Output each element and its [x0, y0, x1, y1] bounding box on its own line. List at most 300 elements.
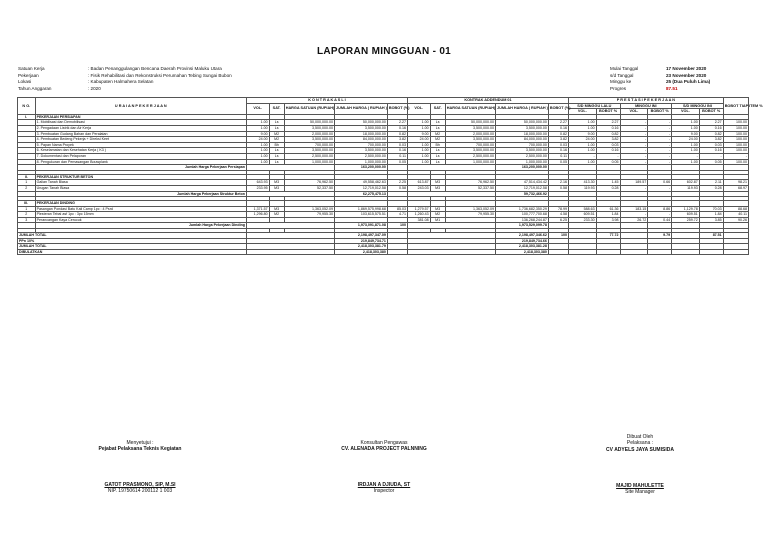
item-j1: 50,000,000.00 — [335, 120, 388, 126]
item-iv: 1.00 — [672, 120, 700, 126]
item-b1: 2.25 — [387, 180, 407, 186]
item-j1: 3,500,000.00 — [335, 148, 388, 154]
item-b1: 0.16 — [387, 148, 407, 154]
item-s1: M3 — [269, 206, 284, 212]
meta-value: : Kabupaten Halmahera Selatan — [88, 79, 154, 85]
subtotal-kontrak-asli: 62,275,475.13 — [335, 191, 388, 197]
item-b2: 0.82 — [548, 131, 568, 137]
item-iv: 1,129.78 — [672, 206, 700, 212]
item-b1: 2.27 — [387, 120, 407, 126]
item-mb: - — [648, 137, 672, 143]
item-t: 90.26 — [723, 217, 748, 223]
total-bobot-ini: 9.79 — [648, 233, 672, 239]
item-j2: 12,719,012.58 — [496, 185, 549, 191]
item-j2: 1,736,682,350.29 — [496, 206, 549, 212]
cell — [672, 249, 700, 255]
item-h2: 2,500,000.00 — [445, 153, 495, 159]
signature-ppk — [40, 440, 240, 495]
item-lv: 24.00 — [569, 137, 597, 143]
item-v1: 1.00 — [246, 148, 269, 154]
progress-table — [17, 97, 763, 255]
item-lb: 0.05 — [596, 159, 620, 165]
total-label: JUMLAH TOTAL — [18, 244, 247, 250]
item-v1: 1.00 — [246, 142, 269, 148]
item-v1: 1.00 — [246, 159, 269, 165]
item-iv: 609.51 — [672, 212, 700, 218]
item-no: 1 — [18, 180, 36, 186]
item-s1: M3 — [269, 180, 284, 186]
item-h2: 50,000,000.00 — [445, 120, 495, 126]
item-s2: M2 — [430, 212, 445, 218]
meta-label: s/d Tanggal — [610, 72, 634, 78]
col-jumlah-2: JUMLAH HARGA ( RUPIAH ) — [496, 103, 549, 114]
item-iv: 1.00 — [672, 148, 700, 154]
item-lv: 1.00 — [569, 159, 597, 165]
item-j2: 700,000.00 — [496, 142, 549, 148]
item-v2: 1.00 — [407, 125, 430, 131]
meta-row — [610, 79, 726, 86]
item-mb: - — [648, 131, 672, 137]
item-b2: 0.11 — [548, 153, 568, 159]
item-h1: 3,500,000.00 — [284, 148, 334, 154]
item-j1: 700,000.00 — [335, 142, 388, 148]
meta-label: Lokasi — [18, 79, 32, 85]
col-sat-2: SAT. — [430, 103, 445, 114]
item-b2: 0.58 — [548, 185, 568, 191]
item-t: 100.00 — [723, 125, 748, 131]
item-v2: 1,279.57 — [407, 206, 430, 212]
signature-pelaksana — [540, 434, 740, 495]
item-h1: 52,337.50 — [284, 185, 334, 191]
section-name: PEKERJAAN DINDING — [35, 201, 246, 207]
item-mb: - — [648, 185, 672, 191]
item-iv: 1.00 — [672, 125, 700, 131]
item-v1: 233.95 — [246, 185, 269, 191]
item-j2: 3,500,000.00 — [496, 125, 549, 131]
item-h2: 52,337.50 — [445, 185, 495, 191]
item-ib: 70.03 — [699, 206, 723, 212]
item-iv: - — [672, 153, 700, 159]
total-bobot-sd-ini: 87.51 — [699, 233, 723, 239]
meta-value: 87.51 — [666, 85, 678, 91]
meta-row — [610, 66, 726, 73]
item-v2: 24.00 — [407, 137, 430, 143]
item-mb: - — [648, 125, 672, 131]
item-t: 100.00 — [723, 131, 748, 137]
item-h2: 76,962.50 — [445, 180, 495, 186]
meta-value: 25 (Dua Puluh Lima) — [666, 79, 711, 85]
meta-row — [18, 79, 232, 86]
item-mv: - — [620, 131, 648, 137]
item-mv: 183.15 — [620, 206, 648, 212]
item-iv: 9.00 — [672, 131, 700, 137]
meta-row — [18, 66, 232, 73]
item-lv: 1.00 — [569, 142, 597, 148]
total-label: DIBULATKAN — [18, 249, 247, 255]
item-j1: 84,000,000.00 — [335, 137, 388, 143]
subtotal-bobot-asli: 100 — [387, 223, 407, 229]
item-mb: - — [648, 159, 672, 165]
meta-row — [610, 73, 726, 80]
item-b2: 2.27 — [548, 120, 568, 126]
item-b2: 78.99 — [548, 206, 568, 212]
item-ib: 1.84 — [699, 212, 723, 218]
item-mb: - — [648, 142, 672, 148]
col-jumlah-1: JUMLAH HARGA ( RUPIAH ) — [335, 103, 388, 114]
col-no: N O. — [18, 98, 36, 115]
item-iv: 1.00 — [672, 159, 700, 165]
col-minggu-ini: MINGGU INI — [620, 103, 672, 109]
project-info — [18, 66, 232, 92]
meta-row — [610, 86, 726, 93]
meta-label: Satuan Kerja — [18, 66, 45, 71]
item-t: 68.97 — [723, 185, 748, 191]
item-h1: 3,500,000.00 — [284, 137, 334, 143]
meta-value: : 2020 — [88, 85, 101, 91]
item-description: 1. Mobilisasi dan Demobilisasi — [35, 120, 246, 126]
meta-label: Mulai Tanggal — [610, 66, 639, 71]
item-mb: 8.86 — [648, 206, 672, 212]
col-sd-ini: S/D MINGGU INI — [672, 103, 724, 109]
item-v1: 9.00 — [246, 131, 269, 137]
item-lv: 9.00 — [569, 131, 597, 137]
item-s2: Ls — [430, 159, 445, 165]
item-v2: 1,260.43 — [407, 212, 430, 218]
item-no: 3 — [18, 217, 36, 223]
item-s1: Ls — [269, 148, 284, 154]
item-lv: 1.00 — [569, 120, 597, 126]
item-v1: 1,371.57 — [246, 206, 269, 212]
item-ib: 0.28 — [699, 185, 723, 191]
item-lv: 1.00 — [569, 125, 597, 131]
total-kontrak-asli: 2,198,497,347.09 — [335, 233, 388, 239]
item-lb: 0.03 — [596, 142, 620, 148]
total-bobot-ini — [648, 249, 672, 255]
section-no: I. — [18, 114, 36, 120]
item-j1: 18,000,000.00 — [335, 131, 388, 137]
item-h2: 2,000,000.00 — [445, 131, 495, 137]
col-bobot-tiap: BOBOT TIAP ITEM % — [723, 98, 748, 115]
item-j2: 2,500,000.00 — [496, 153, 549, 159]
item-j1: 103,615,575.51 — [335, 212, 388, 218]
item-j2: 50,000,000.00 — [496, 120, 549, 126]
subtotal-kontrak-asli: 163,200,000.00 — [335, 165, 388, 171]
item-mb: - — [648, 212, 672, 218]
item-b2: 4.58 — [548, 212, 568, 218]
item-v1: 24.00 — [246, 137, 269, 143]
item-ib: 0.03 — [699, 142, 723, 148]
item-s2: M3 — [430, 206, 445, 212]
item-b1: 0.03 — [387, 142, 407, 148]
subtotal-kontrak-asli: 1,973,091,871.08 — [335, 223, 388, 229]
report-title: LAPORAN MINGGUAN - 01 — [316, 46, 452, 57]
subtotal-addendum: 163,200,000.00 — [496, 165, 549, 171]
sig-role: Konsultan Pengawas — [360, 440, 408, 446]
item-v2: 381.08 — [407, 217, 430, 223]
sig-company: CV. ALENADA PROJECT PALNNING — [341, 446, 427, 453]
item-s2: Ls — [430, 125, 445, 131]
cell — [407, 249, 495, 255]
item-t: 100.00 — [723, 148, 748, 154]
item-mb: - — [648, 148, 672, 154]
cell — [569, 249, 597, 255]
item-s1: M2 — [269, 212, 284, 218]
item-v2: 1.00 — [407, 159, 430, 165]
item-ib: 0.05 — [699, 159, 723, 165]
item-s2: M3 — [430, 185, 445, 191]
item-b1: 0.05 — [387, 159, 407, 165]
col-lalu-vol: VOL. — [569, 109, 597, 115]
item-ib: - — [699, 153, 723, 159]
meta-value: 23 November 2020 — [666, 72, 707, 78]
item-description: 8. Pengukuran dan Pemasangan Bouwplank — [35, 159, 246, 165]
total-row — [18, 249, 749, 255]
col-vol-2: VOL. — [407, 103, 430, 114]
item-ib: 2.11 — [699, 180, 723, 186]
signature-konsultan — [284, 440, 484, 495]
item-ib: 2.27 — [699, 120, 723, 126]
col-sdini-vol: VOL. — [672, 109, 700, 115]
item-lb: 1.84 — [596, 212, 620, 218]
item-h2: 3,500,000.00 — [445, 125, 495, 131]
total-label: PPn 10% — [18, 238, 247, 244]
sig-company: Pejabat Pelaksana Teknis Kegiatan — [98, 446, 182, 453]
total-bobot: 100 — [548, 233, 568, 239]
item-ib: 0.82 — [699, 131, 723, 137]
item-lv: 609.51 — [569, 212, 597, 218]
item-mv: - — [620, 120, 648, 126]
item-lb: 3.82 — [596, 137, 620, 143]
cell — [620, 249, 648, 255]
item-description: 5. Papan Nama Proyek — [35, 142, 246, 148]
item-j2: 84,000,000.00 — [496, 137, 549, 143]
col-bobot-1: BOBOT (%) — [387, 103, 407, 114]
sig-role: Menyetujui : — [126, 440, 154, 446]
col-harga-2: HARGA SATUAN (RUPIAH) — [445, 103, 495, 114]
sig-name: MAJID MAHULETTE — [616, 482, 664, 489]
item-lb: 0.82 — [596, 131, 620, 137]
sig-sub: NIP. 19750614 200112 1 003 — [107, 488, 173, 495]
item-v2: 1.00 — [407, 142, 430, 148]
item-v2: 1.00 — [407, 153, 430, 159]
subtotal-label: Jumlah Harga Pekerjaan Persiapan — [35, 165, 246, 171]
item-lv: 588.63 — [569, 206, 597, 212]
item-lb: - — [596, 153, 620, 159]
sig-sub: Site Manager — [625, 488, 655, 495]
item-v1: 1.00 — [246, 153, 269, 159]
item-s2: M3 — [430, 180, 445, 186]
item-s2: Ls — [430, 120, 445, 126]
sig-name: GATOT PRASMONO, SIP, M.SI — [104, 482, 176, 489]
item-v2: 9.00 — [407, 131, 430, 137]
item-lv: 233.30 — [569, 217, 597, 223]
item-h2: 1,000,000.00 — [445, 159, 495, 165]
item-v2: 243.03 — [407, 185, 430, 191]
item-mv: - — [620, 125, 648, 131]
period-info — [610, 66, 726, 92]
item-v2: 1.00 — [407, 148, 430, 154]
item-b2: 0.16 — [548, 125, 568, 131]
sig-role-2: Pelaksana : — [626, 440, 654, 447]
item-lb: 61.36 — [596, 206, 620, 212]
col-prestasi: P R E S T A S I P E K E R J A A N — [569, 98, 724, 104]
item-b1: 85.03 — [387, 206, 407, 212]
item-t: 100.00 — [723, 137, 748, 143]
item-b1: 0.11 — [387, 153, 407, 159]
cell — [387, 249, 407, 255]
item-v2: 613.87 — [407, 180, 430, 186]
item-description: 7. Dokumentasi dan Pelaporan — [35, 153, 246, 159]
cell — [723, 249, 748, 255]
item-v1: 1,296.80 — [246, 212, 269, 218]
item-mb: 0.66 — [648, 180, 672, 186]
meta-label: Progres — [610, 85, 627, 91]
item-mb: - — [648, 120, 672, 126]
total-kontrak-asli: 219,849,734.71 — [335, 238, 388, 244]
item-ib: 0.16 — [699, 148, 723, 154]
subtotal-label: Jumlah Harga Pekerjaan Struktur Beton — [35, 191, 246, 197]
item-h1: 79,955.30 — [284, 212, 334, 218]
item-lv: - — [569, 153, 597, 159]
item-b2: 0.05 — [548, 159, 568, 165]
subtotal-addendum: 1,973,529,099.78 — [496, 223, 549, 229]
item-h2: 79,955.30 — [445, 212, 495, 218]
sig-role-1: Dibuat Oleh — [626, 434, 654, 440]
item-b2: 0.03 — [548, 142, 568, 148]
item-j1: 3,500,000.00 — [335, 125, 388, 131]
item-h1: 2,500,000.00 — [284, 153, 334, 159]
item-lv: 1.00 — [569, 148, 597, 154]
item-s1: Ls — [269, 159, 284, 165]
item-b1: 3.82 — [387, 137, 407, 143]
col-harga-1: HARGA SATUAN (RUPIAH) — [284, 103, 334, 114]
item-j2: 1,000,000.00 — [496, 159, 549, 165]
item-j2: 136,268,244.87 — [496, 217, 549, 223]
total-bobot — [548, 249, 568, 255]
col-ini-vol: VOL. — [620, 109, 648, 115]
item-mv: - — [620, 137, 648, 143]
item-j2: 47,514,434.42 — [496, 180, 549, 186]
item-s2: M1 — [430, 217, 445, 223]
item-s2: M2 — [430, 137, 445, 143]
item-lb: 0.16 — [596, 125, 620, 131]
item-h2: 1,363,052.09 — [445, 206, 495, 212]
total-label: JUMLAH TOTAL — [18, 233, 247, 239]
col-sat-1: SAT. — [269, 103, 284, 114]
item-ib: 3.82 — [699, 137, 723, 143]
col-kontrak-addendum: KONTRAK ADDENDUM 01 — [407, 98, 568, 104]
sig-company: CV ADYELS JAYA SUMISIDA — [606, 446, 674, 453]
item-ib: 0.16 — [699, 125, 723, 131]
item-s1: Ls — [269, 125, 284, 131]
item-t: - — [723, 153, 748, 159]
item-no: 2 — [18, 185, 36, 191]
item-description: Urugan Tanah Biasa — [35, 185, 246, 191]
item-lv: 119.93 — [569, 185, 597, 191]
item-ib: 3.85 — [699, 217, 723, 223]
item-h1: 2,000,000.00 — [284, 131, 334, 137]
subtotal-label: Jumlah Harga Pekerjaan Dinding — [35, 223, 246, 229]
item-mv: - — [620, 148, 648, 154]
item-t: 88.68 — [723, 206, 748, 212]
col-sdini-bobot: BOBOT % — [699, 109, 723, 115]
meta-value: : Fisik Rehabilitasi dan Rekonstruksi Perumahan Tebing Sungai Bubon — [88, 72, 232, 78]
item-h1: 76,962.50 — [284, 180, 334, 186]
item-s1: M3 — [269, 185, 284, 191]
item-h2: 700,000.00 — [445, 142, 495, 148]
meta-label: Pekerjaan — [18, 72, 39, 78]
item-s1: Ls — [269, 120, 284, 126]
item-b2: 0.16 — [548, 148, 568, 154]
total-bobot-sd-ini — [699, 249, 723, 255]
item-j1: 49,558,462.63 — [335, 180, 388, 186]
cell — [246, 249, 334, 255]
item-mv: - — [620, 185, 648, 191]
item-lb: 2.27 — [596, 120, 620, 126]
col-lalu-bobot: BOBOT % — [596, 109, 620, 115]
item-mv: - — [620, 153, 648, 159]
item-no: 1 — [18, 206, 36, 212]
item-v1: 1.00 — [246, 120, 269, 126]
subtotal-addendum: 59,732,466.92 — [496, 191, 549, 197]
item-description: Perancangan Kaya Cerucuk — [35, 217, 246, 223]
item-mv: 189.57 — [620, 180, 648, 186]
item-b2: 3.82 — [548, 137, 568, 143]
item-b2: 6.25 — [548, 217, 568, 223]
item-j1: 1,869,575,998.68 — [335, 206, 388, 212]
item-iv: 1.00 — [672, 142, 700, 148]
item-b1: 0.58 — [387, 185, 407, 191]
item-lb: 0.16 — [596, 148, 620, 154]
item-description: Pasangan Pondasi Batu Kali Camp 1pc : 4 Psrd — [35, 206, 246, 212]
section-name: PEKERJAAN STRUKTUR BETON — [35, 174, 246, 180]
item-t: 100.00 — [723, 120, 748, 126]
item-s2: Ls — [430, 148, 445, 154]
item-s1: M2 — [269, 131, 284, 137]
item-no: 2 — [18, 212, 36, 218]
item-mv: - — [620, 159, 648, 165]
item-lv: 413.30 — [569, 180, 597, 186]
col-bobot-2: BOBOT (%) — [548, 103, 568, 114]
item-b1: 0.16 — [387, 125, 407, 131]
item-v1: 1.00 — [246, 125, 269, 131]
meta-value: 17 November 2020 — [666, 66, 707, 71]
item-mb: - — [648, 153, 672, 159]
item-iv: 24.00 — [672, 137, 700, 143]
item-t: 100.00 — [723, 159, 748, 165]
item-s1: Bh — [269, 142, 284, 148]
item-s1: M2 — [269, 137, 284, 143]
item-h1: 3,500,000.00 — [284, 125, 334, 131]
item-h1: 50,000,000.00 — [284, 120, 334, 126]
section-no: II. — [18, 174, 36, 180]
item-h1: 700,000.00 — [284, 142, 334, 148]
meta-value: : Badan Penanggulangan Bencana Daerah Provinsi Maluku Utara — [88, 66, 222, 71]
meta-row — [18, 73, 232, 80]
item-j2: 100,777,700.68 — [496, 212, 549, 218]
meta-row — [18, 86, 232, 93]
item-lb: 1.45 — [596, 180, 620, 186]
total-kontrak-asli: 2,418,303,381.79 — [335, 244, 388, 250]
total-addendum: 2,418,303,381.28 — [496, 244, 549, 250]
item-s2: Ls — [430, 153, 445, 159]
total-addendum: 2,418,303,380 — [496, 249, 549, 255]
item-description: 4. Pembuatan Bedeng Pekerja + Direksi Keet — [35, 137, 246, 143]
item-h2: 3,500,000.00 — [445, 137, 495, 143]
section-name: PEKERJAAN PERSIAPAN — [35, 114, 246, 120]
col-sd-lalu: S/D MINGGU LALU — [569, 103, 621, 109]
item-b1: 4.71 — [387, 212, 407, 218]
